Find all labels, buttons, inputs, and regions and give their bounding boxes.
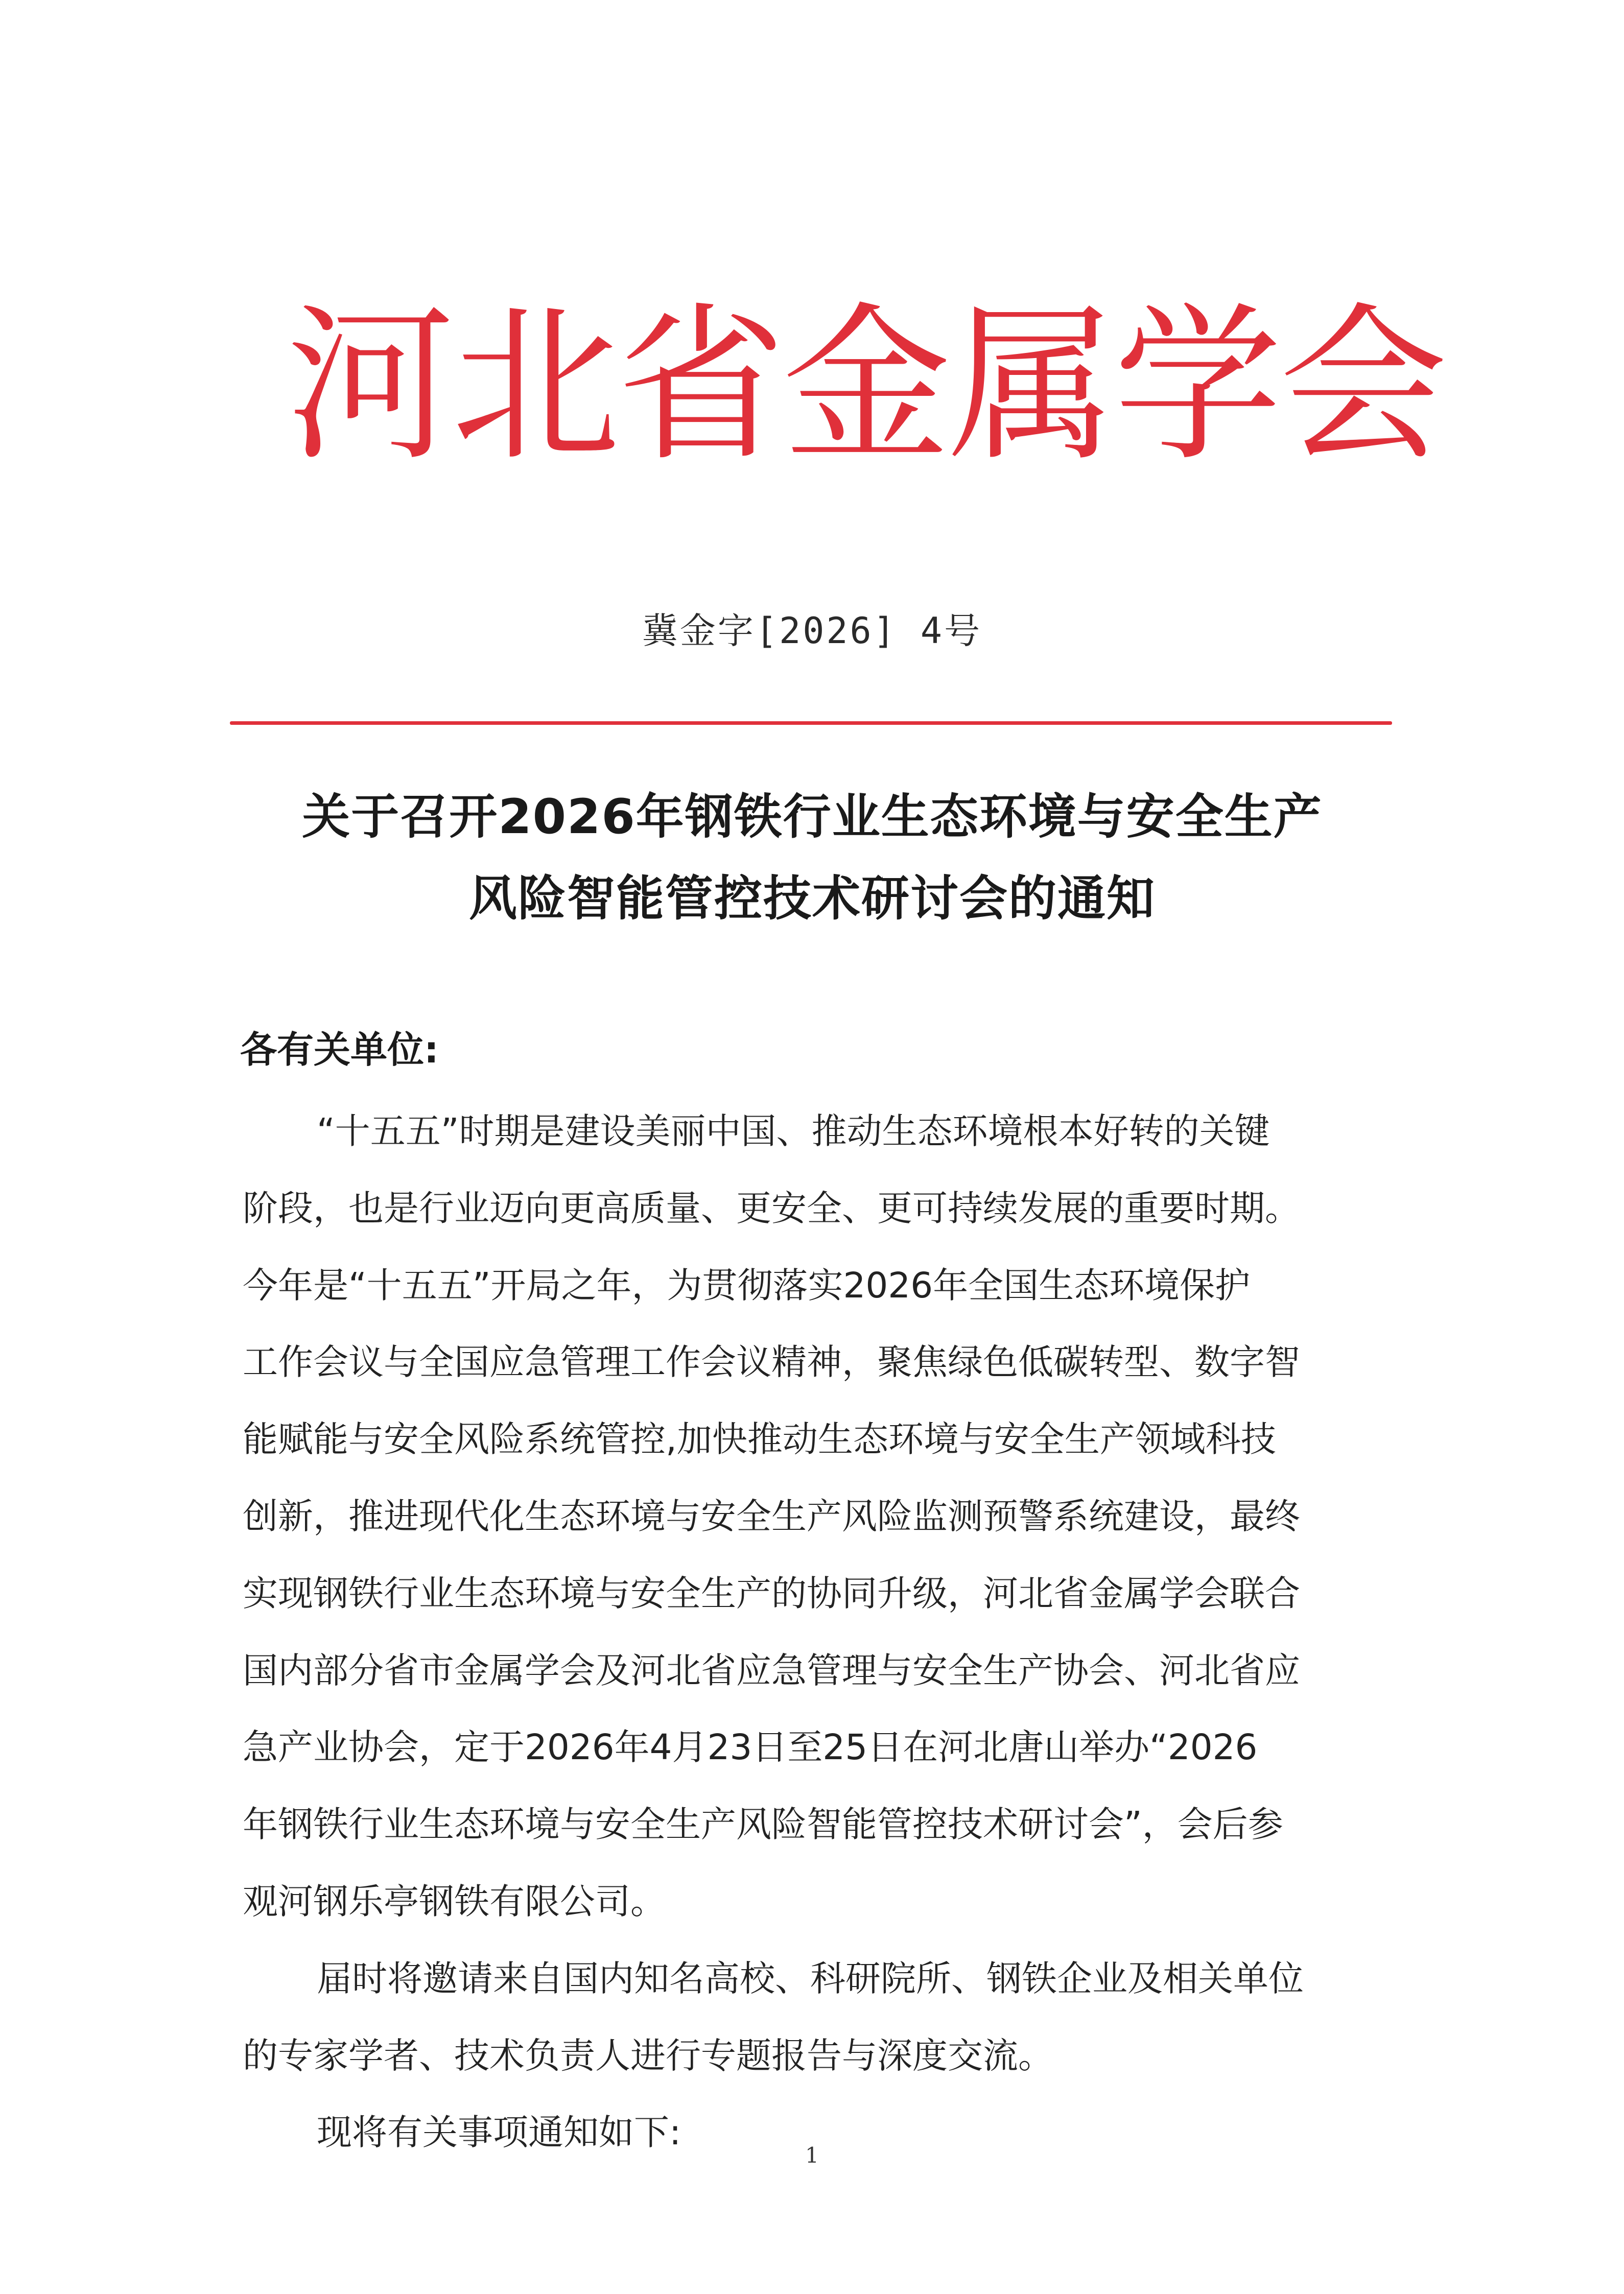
body-line: “十五五”时期是建设美丽中国、推动生态环境根本好转的关键 (317, 1111, 1270, 1152)
notice-body (243, 1093, 1382, 2171)
notice-title (153, 776, 1471, 940)
body-line: 阶段，也是行业迈向更高质量、更安全、更可持续发展的重要时期。 (243, 1188, 1300, 1229)
body-line: 的专家学者、技术负责人进行专题报告与深度交流。 (243, 2035, 1053, 2076)
body-line: 届时将邀请来自国内知名高校、科研院所、钢铁企业及相关单位 (317, 1958, 1304, 1999)
page-number: 1 (805, 2143, 819, 2168)
salutation: 各有关单位: (240, 1028, 439, 1071)
letterhead-divider (230, 721, 1392, 725)
body-line: 能赋能与安全风险系统管控,加快推动生态环境与安全生产领域科技 (243, 1419, 1276, 1460)
notice-title-line-1: 关于召开2026年钢铁行业生态环境与安全生产 (302, 789, 1323, 845)
body-line: 工作会议与全国应急管理工作会议精神，聚焦绿色低碳转型、数字智 (243, 1342, 1300, 1383)
notice-title-line-2: 风险智能管控技术研讨会的通知 (468, 871, 1156, 927)
organization-letterhead: 河北省金属学会 (286, 288, 1445, 484)
body-line: 今年是“十五五”开局之年，为贯彻落实2026年全国生态环境保护 (243, 1265, 1251, 1306)
body-line: 国内部分省市金属学会及河北省应急管理与安全生产协会、河北省应 (243, 1650, 1300, 1691)
body-line: 急产业协会，定于2026年4月23日至25日在河北唐山举办“2026 (243, 1727, 1258, 1768)
body-line: 观河钢乐亭钢铁有限公司。 (243, 1881, 666, 1922)
body-line: 实现钢铁行业生态环境与安全生产的协同升级，河北省金属学会联合 (243, 1573, 1300, 1614)
body-line: 创新，推进现代化生态环境与安全生产风险监测预警系统建设，最终 (243, 1496, 1300, 1537)
body-line: 现将有关事项通知如下: (317, 2112, 681, 2154)
body-line: 年钢铁行业生态环境与安全生产风险智能管控技术研讨会”，会后参 (243, 1804, 1283, 1846)
document-number: 冀金字[2026] 4号 (642, 610, 982, 652)
